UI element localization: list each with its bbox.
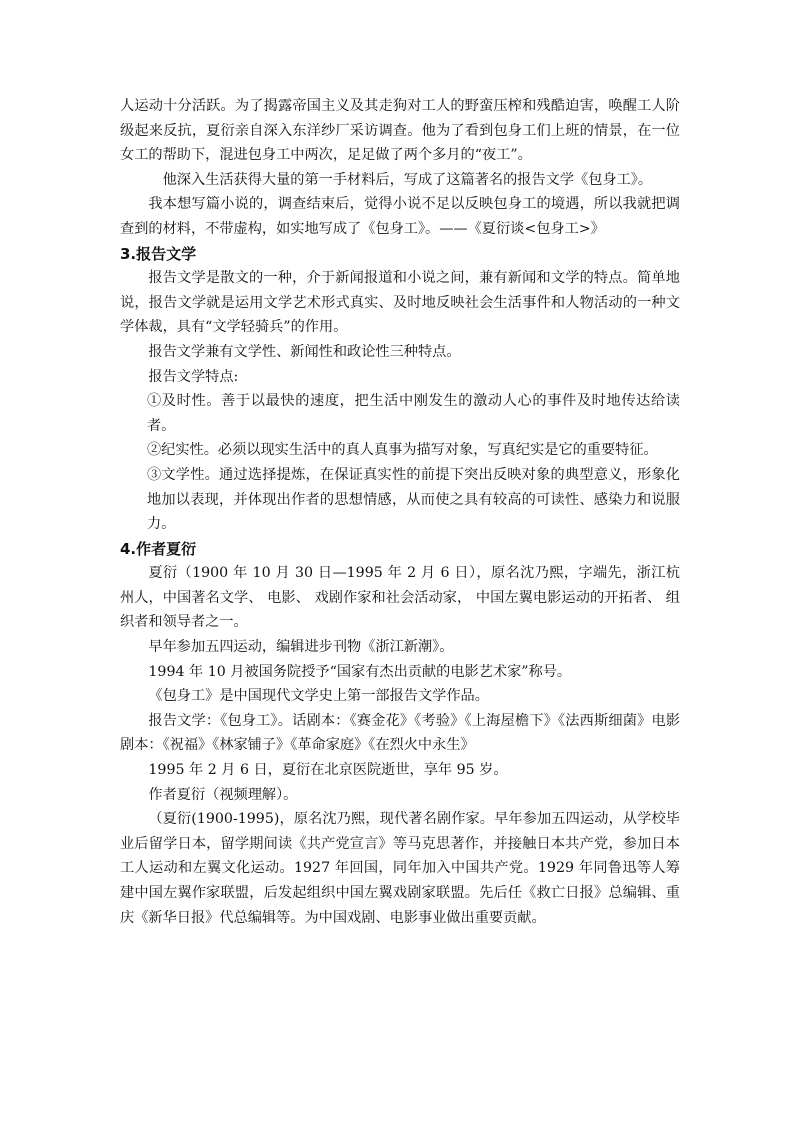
section-heading-report-literature: 3.报告文学 bbox=[120, 244, 197, 263]
paragraph-intro: 人运动十分活跃。为了揭露帝国主义及其走狗对工人的野蛮压榨和残酷迫害，唤醒工人阶级起来反抗，夏衍亲自深入东洋纱厂采访调查。他为了看到包身工们上班的情景，在一位女工的帮助下，混进包身工中两次，足足做了两个多月的“夜工”。 bbox=[120, 98, 680, 164]
list-item-documentary: ②纪实性。必须以现实生活中的真人真事为描写对象，写真纪实是它的重要特征。 bbox=[146, 442, 658, 459]
paragraph-definition: 报告文学是散文的一种，介于新闻报道和小说之间，兼有新闻和文学的特点。简单地说，报告文学就是运用文学艺术形式真实、及时地反映社会生活事件和人物活动的一种文学体裁，具有“文学轻骑兵”的作用。 bbox=[120, 270, 680, 336]
list-item-literary: ③文学性。通过选择提炼，在保证真实性的前提下突出反映对象的典型意义，形象化地加以表现，并体现出作者的思想情感，从而使之具有较高的可读性、感染力和说服力。 bbox=[146, 466, 680, 533]
paragraph-early-years: 早年参加五四运动，编辑进步刊物《浙江新潮》。 bbox=[148, 639, 454, 656]
paragraph-quote: 我本想写篇小说的，调查结束后，觉得小说不足以反映包身工的境遇，所以我就把调查到的材料，不带虚构，如实地写成了《包身工》。——《夏衍谈<包身工>》 bbox=[120, 196, 680, 237]
paragraph-final-bio: （夏衍(1900-1995)，原名沈乃熙，现代著名剧作家。早年参加五四运动，从学校毕业后留学日本，留学期间读《共产党宣言》等马克思著作，并接触日本共产党，参加日本工人运动和左翼文化运动。1927 年回国，同年加入中国共产党。1929 年同鲁迅等人筹建中国左翼作家联盟，后发起组织中国左翼戏剧家联盟。先后任《救亡日报》总编辑、重庆《新华日报》代总编辑等。为中国戏剧、电影事业做出重要贡献。 bbox=[120, 811, 680, 926]
paragraph-deep-life: 他深入生活获得大量的第一手材料后，写成了这篇著名的报告文学《包身工》。 bbox=[162, 171, 653, 188]
paragraph-death: 1995 年 2 月 6 日，夏衍在北京医院逝世，享年 95 岁。 bbox=[148, 762, 508, 779]
paragraph-works-list: 报告文学：《包身工》。话剧本：《赛金花》《考验》《上海屋檐下》《法西斯细菌》电影剧本：《祝福》《林家铺子》《革命家庭》《在烈火中永生》 bbox=[120, 712, 680, 754]
paragraph-first-work: 《包身工》是中国现代文学史上第一部报告文学作品。 bbox=[148, 688, 489, 705]
paragraph-1994-honor: 1994 年 10 月被国务院授予“国家有杰出贡献的电影艺术家”称号。 bbox=[148, 663, 572, 680]
paragraph-biography: 夏衍（1900 年 10 月 30 日—1995 年 2 月 6 日），原名沈乃熙，字端先，浙江杭州人，中国著名文学、 电影、 戏剧作家和社会活动家， 中国左翼电影运动的开拓者、 组织者和领导者之一。 bbox=[120, 565, 680, 631]
section-heading-author: 4.作者夏衍 bbox=[120, 539, 197, 558]
paragraph-features-label: 报告文学特点: bbox=[148, 368, 239, 385]
list-item-timeliness: ①及时性。善于以最快的速度，把生活中刚发生的激动人心的事件及时地传达给读者。 bbox=[146, 393, 680, 434]
paragraph-three-traits: 报告文学兼有文学性、新闻性和政论性三种特点。 bbox=[148, 343, 461, 360]
document-body bbox=[120, 94, 680, 930]
paragraph-video: 作者夏衍（视频理解）。 bbox=[148, 786, 298, 803]
